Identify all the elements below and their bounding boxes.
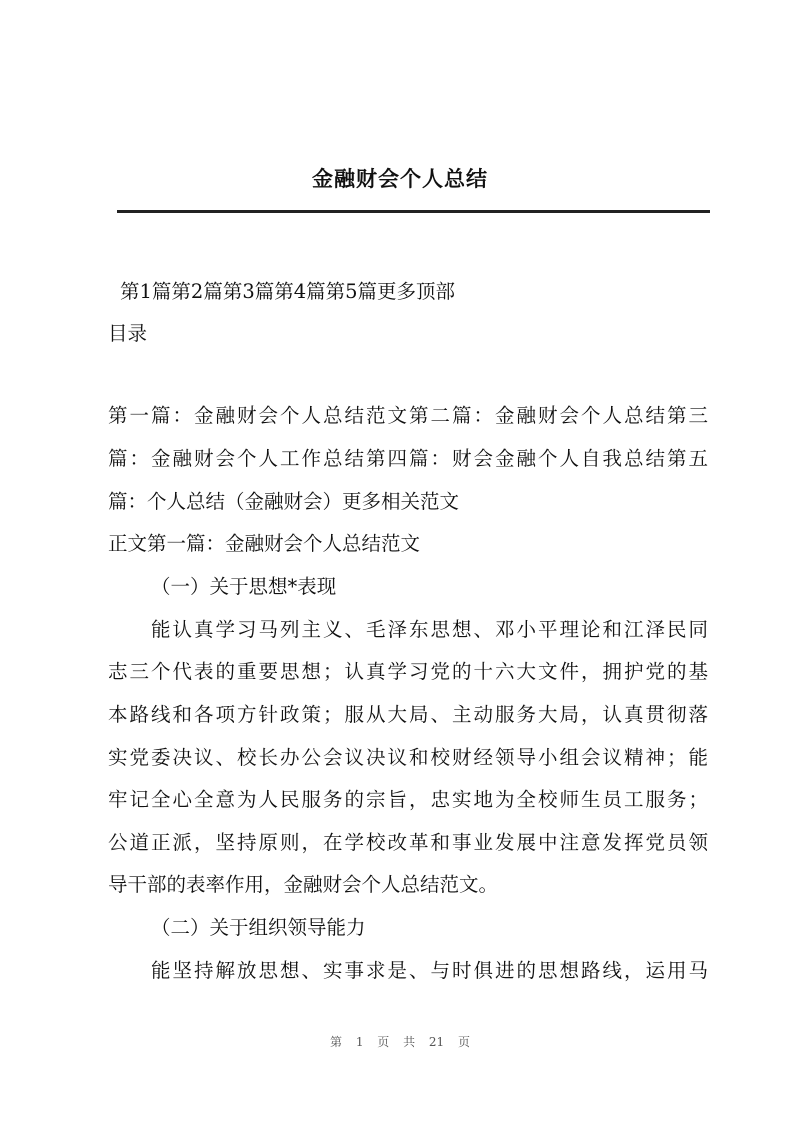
- toc-line: 篇：个人总结（金融财会）更多相关范文: [108, 490, 460, 513]
- paragraph-line: 牢记全心全意为人民服务的宗旨，忠实地为全校师生员工服务；: [108, 788, 708, 811]
- paragraph-line: 志三个代表的重要思想；认真学习党的十六大文件，拥护党的基: [108, 660, 708, 683]
- title-divider: [117, 210, 710, 213]
- section-heading: （一）关于思想*表现: [151, 575, 337, 598]
- body-start-heading: 正文第一篇：金融财会个人总结范文: [108, 532, 421, 555]
- toc-line: 篇：金融财会个人工作总结第四篇：财会金融个人自我总结第五: [108, 447, 708, 470]
- document-title: 金融财会个人总结: [312, 167, 488, 191]
- paragraph-line: 能坚持解放思想、实事求是、与时俱进的思想路线，运用马: [151, 959, 708, 982]
- page-footer: 第 1 页 共 21 页: [330, 1035, 470, 1049]
- paragraph-line: 本路线和各项方针政策；服从大局、主动服务大局，认真贯彻落: [108, 703, 708, 726]
- paragraph-line: 公道正派，坚持原则，在学校改革和事业发展中注意发挥党员领: [108, 831, 708, 854]
- paragraph-line: 实党委决议、校长办公会议决议和校财经领导小组会议精神；能: [108, 746, 708, 769]
- toc-line: 第一篇：金融财会个人总结范文第二篇：金融财会个人总结第三: [108, 404, 708, 427]
- section-heading: （二）关于组织领导能力: [151, 916, 366, 939]
- toc-heading: 目录: [108, 322, 148, 345]
- section-nav-links[interactable]: 第1篇第2篇第3篇第4篇第5篇更多顶部: [120, 280, 456, 303]
- paragraph-line: 能认真学习马列主义、毛泽东思想、邓小平理论和江泽民同: [151, 618, 708, 641]
- paragraph-line: 导干部的表率作用，金融财会个人总结范文。: [108, 873, 499, 896]
